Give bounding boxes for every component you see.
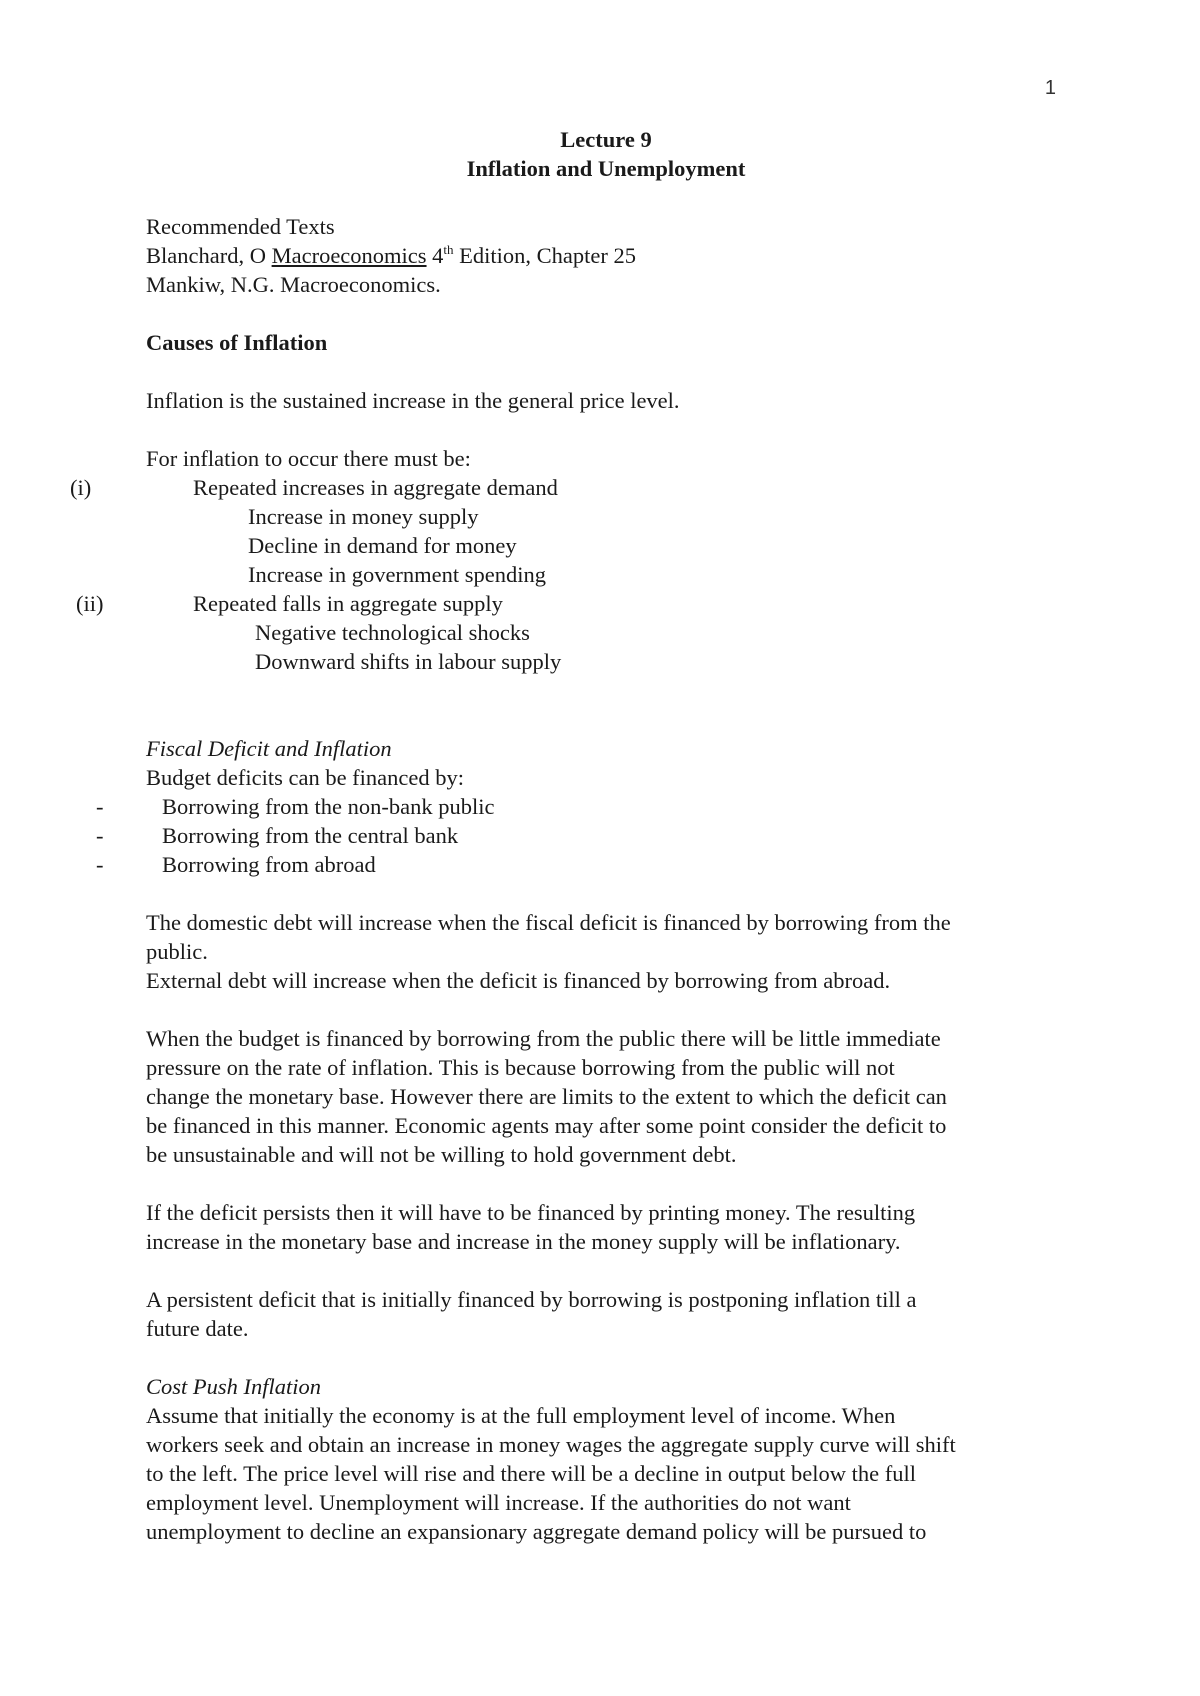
paragraph-line: be financed in this manner. Economic agents may after some point consider the deficit to — [146, 1113, 947, 1138]
title-block — [146, 125, 1066, 183]
reference-blanchard — [146, 241, 1066, 270]
ref1-book-title: Macroeconomics — [271, 243, 427, 268]
list-item-text: Borrowing from the non-bank public — [162, 794, 495, 819]
list-item — [96, 792, 1066, 821]
sub-item — [146, 560, 1066, 589]
sub-item-text: Increase in government spending — [248, 562, 547, 587]
sub-item-text: Downward shifts in labour supply — [255, 649, 562, 674]
bullet-marker: - — [96, 794, 104, 819]
condition-item-ii — [76, 589, 1066, 618]
list-item-text: Borrowing from the central bank — [162, 823, 459, 848]
paragraph-line: If the deficit persists then it will have to be financed by printing money. The resulting — [146, 1200, 916, 1225]
paragraph-line: public. — [146, 939, 208, 964]
paragraph-line: be unsustainable and will not be willing to hold government debt. — [146, 1142, 737, 1167]
sub-item — [146, 647, 1066, 676]
paragraph-line: Assume that initially the economy is at the full employment level of income. When — [146, 1403, 896, 1428]
paragraph-line: increase in the monetary base and increase in the money supply will be inflationary. — [146, 1229, 901, 1254]
lecture-title: Inflation and Unemployment — [466, 156, 746, 181]
ref1-edition-superscript: th — [443, 242, 454, 257]
paragraph-line: A persistent deficit that is initially financed by borrowing is postponing inflation till a — [146, 1287, 917, 1312]
paragraph-line: employment level. Unemployment will increase. If the authorities do not want — [146, 1490, 851, 1515]
causes-heading: Causes of Inflation — [146, 330, 328, 355]
sub-item — [146, 531, 1066, 560]
recommended-texts-heading: Recommended Texts — [146, 214, 335, 239]
reference-mankiw: Mankiw, N.G. Macroeconomics. — [146, 272, 441, 297]
paragraph-line: change the monetary base. However there are limits to the extent to which the deficit can — [146, 1084, 947, 1109]
inflation-definition: Inflation is the sustained increase in the general price level. — [146, 388, 680, 413]
list-item — [96, 850, 1066, 879]
item-label-i: (i) — [70, 475, 92, 500]
paragraph-line: When the budget is financed by borrowing from the public there will be little immediate — [146, 1026, 941, 1051]
ref1-author: Blanchard, O — [146, 243, 272, 268]
cost-push-heading: Cost Push Inflation — [146, 1374, 322, 1399]
conditions-intro: For inflation to occur there must be: — [146, 446, 471, 471]
item-text-ii: Repeated falls in aggregate supply — [193, 591, 503, 616]
paragraph-line: workers seek and obtain an increase in money wages the aggregate supply curve will shift — [146, 1432, 956, 1457]
ref1-edition-number: 4 — [426, 243, 444, 268]
sub-item-text: Increase in money supply — [248, 504, 479, 529]
condition-item-i — [70, 473, 1066, 502]
paragraph-line: unemployment to decline an expansionary aggregate demand policy will be pursued to — [146, 1519, 927, 1544]
bullet-marker: - — [96, 852, 104, 877]
sub-item-text: Decline in demand for money — [248, 533, 517, 558]
paragraph-line: future date. — [146, 1316, 249, 1341]
sub-item-text: Negative technological shocks — [255, 620, 530, 645]
paragraph-line: The domestic debt will increase when the fiscal deficit is financed by borrowing from the — [146, 910, 951, 935]
bullet-marker: - — [96, 823, 104, 848]
list-item-text: Borrowing from abroad — [162, 852, 376, 877]
sub-item — [146, 502, 1066, 531]
sub-item — [146, 618, 1066, 647]
paragraph-line: pressure on the rate of inflation. This is because borrowing from the public will not — [146, 1055, 895, 1080]
page-number: 1 — [1044, 77, 1056, 99]
lecture-number: Lecture 9 — [560, 127, 652, 152]
fiscal-deficit-heading: Fiscal Deficit and Inflation — [146, 736, 392, 761]
page-content — [70, 125, 1066, 1546]
item-label-ii: (ii) — [76, 591, 104, 616]
ref1-rest: Edition, Chapter 25 — [453, 243, 637, 268]
paragraph-line: External debt will increase when the deficit is financed by borrowing from abroad. — [146, 968, 891, 993]
paragraph-line: to the left. The price level will rise and there will be a decline in output below the full — [146, 1461, 916, 1486]
item-text-i: Repeated increases in aggregate demand — [193, 475, 558, 500]
list-item — [96, 821, 1066, 850]
fiscal-intro: Budget deficits can be financed by: — [146, 765, 465, 790]
